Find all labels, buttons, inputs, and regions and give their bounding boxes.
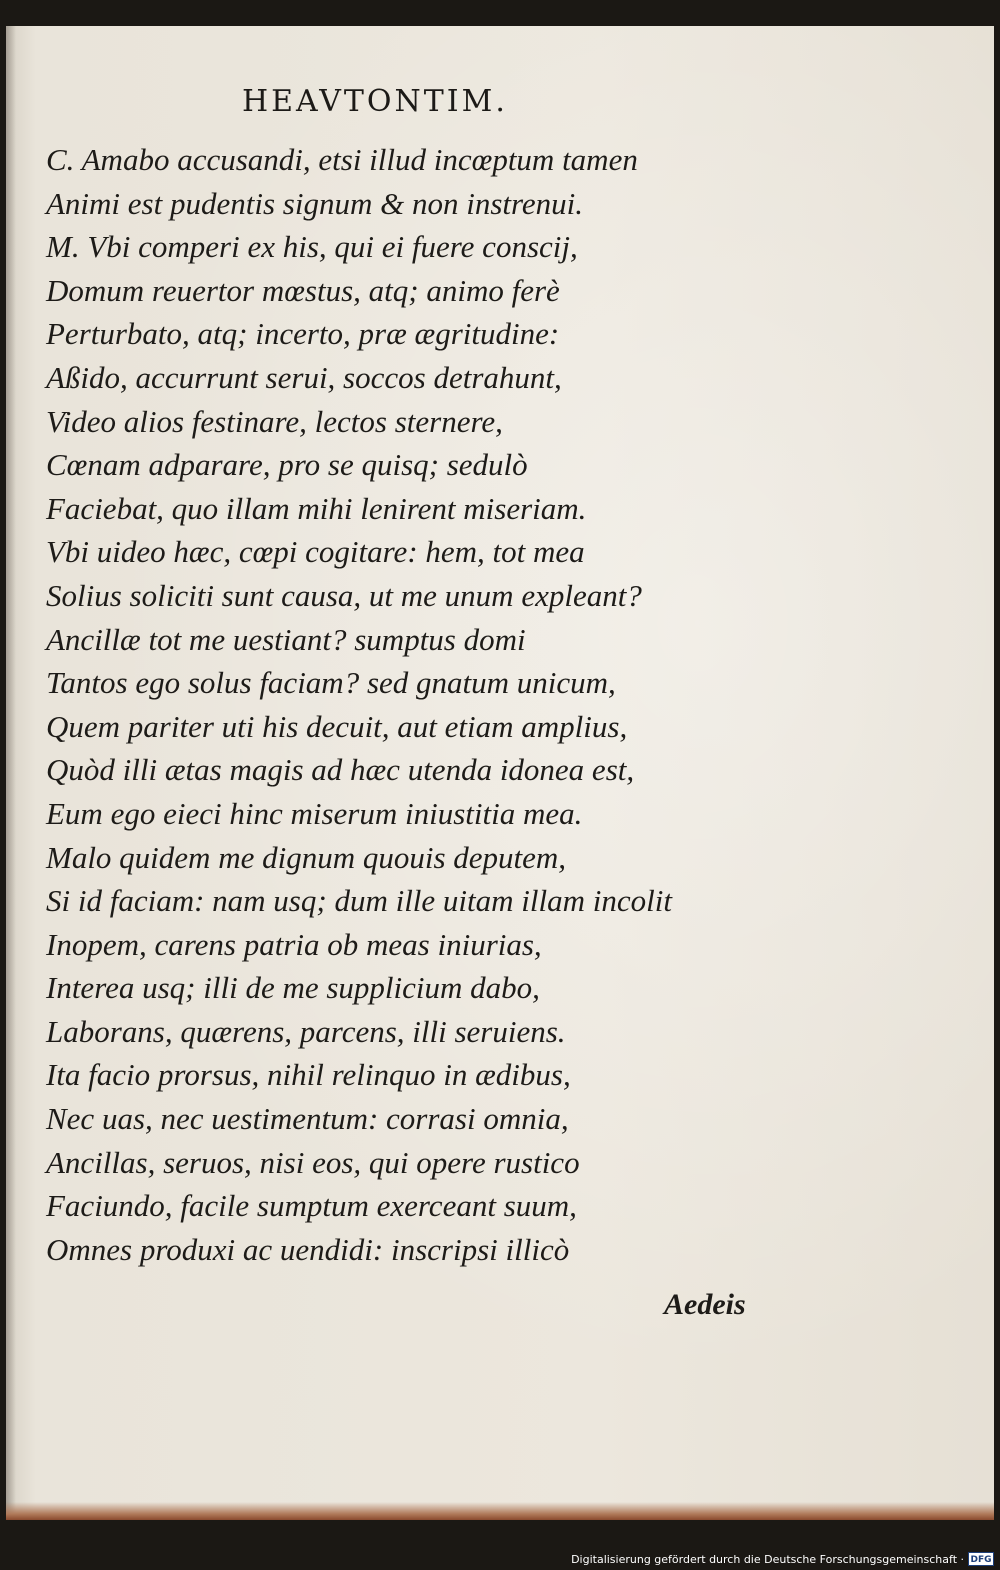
verse-line: Omnes produxi ac uendidi: inscripsi illicò xyxy=(46,1231,570,1267)
verse-line: Malo quidem me dignum quouis deputem, xyxy=(46,839,567,875)
verse-line: Perturbato, atq; incerto, præ ægritudine: xyxy=(46,316,560,352)
verse-line: Interea usq; illi de me supplicium dabo, xyxy=(46,970,540,1006)
verse-line: C. Amabo accusandi, etsi illud incœptum tamen xyxy=(46,142,638,177)
book-page xyxy=(6,26,994,1520)
verse-line: Nec uas, nec uestimentum: corrasi omnia, xyxy=(46,1101,569,1137)
verse-line: Ancillas, seruos, nisi eos, qui opere rustico xyxy=(46,1144,580,1180)
verse-line: Video alios festinare, lectos sternere, xyxy=(46,403,503,439)
catchword: Aedeis xyxy=(664,1288,746,1321)
verse-line: Animi est pudentis signum & non instrenui. xyxy=(46,185,584,221)
verse-line: Cœnam adparare, pro se quisq; sedulò xyxy=(46,447,528,483)
verse-line: Inopem, carens patria ob meas iniurias, xyxy=(46,926,542,962)
verse-line: Quòd illi ætas magis ad hæc utenda idonea est, xyxy=(46,752,635,788)
verse-line: Faciebat, quo illam mihi lenirent miseriam. xyxy=(46,490,587,526)
digitization-footer xyxy=(0,1540,1000,1570)
verse-text-block xyxy=(46,138,766,1271)
page-bottom-edge xyxy=(6,1502,994,1520)
page-gutter-shadow xyxy=(6,26,16,1520)
verse-line: Tantos ego solus faciam? sed gnatum unicum, xyxy=(46,665,616,701)
dfg-logo-icon: DFG xyxy=(968,1552,994,1566)
running-head: HEAVTONTIM. xyxy=(242,84,508,119)
verse-line: Faciundo, facile sumptum exerceant suum, xyxy=(46,1188,577,1224)
verse-line: Vbi uideo hæc, cœpi cogitare: hem, tot mea xyxy=(46,534,585,570)
verse-line: Ancillæ tot me uestiant? sumptus domi xyxy=(46,621,526,657)
verse-line: Solius soliciti sunt causa, ut me unum expleant? xyxy=(46,577,642,613)
verse-line: Aßido, accurrunt serui, soccos detrahunt, xyxy=(46,359,562,395)
verse-line: Ita facio prorsus, nihil relinquo in ædibus, xyxy=(46,1057,571,1093)
verse-line: Domum reuertor mœstus, atq; animo ferè xyxy=(46,272,560,308)
verse-line: Quem pariter uti his decuit, aut etiam amplius, xyxy=(46,708,628,744)
verse-line: Si id faciam: nam usq; dum ille uitam illam incolit xyxy=(46,883,672,919)
funding-credit: Digitalisierung gefördert durch die Deutsche Forschungsgemeinschaft · xyxy=(571,1553,964,1566)
verse-line: M. Vbi comperi ex his, qui ei fuere conscij, xyxy=(46,229,578,265)
verse-line: Laborans, quærens, parcens, illi seruiens. xyxy=(46,1013,566,1049)
verse-line: Eum ego eieci hinc miserum iniustitia mea. xyxy=(46,795,583,831)
